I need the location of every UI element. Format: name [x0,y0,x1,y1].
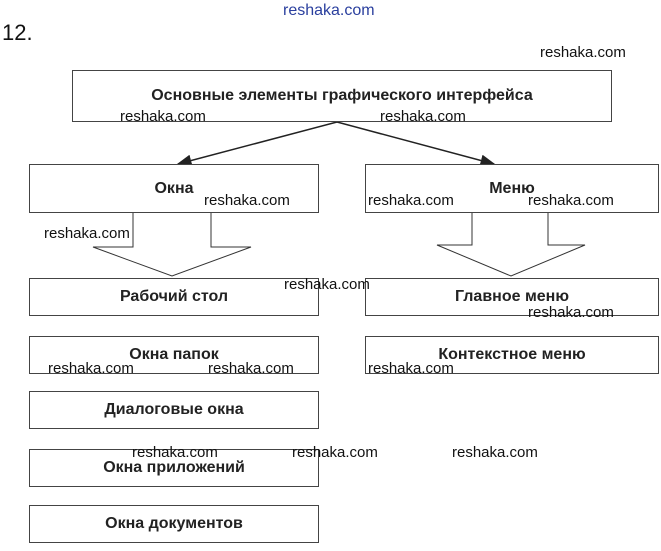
watermark: reshaka.com [132,444,218,461]
node-application-windows: Окна приложений [29,449,319,487]
watermark: reshaka.com [452,444,538,461]
watermark: reshaka.com [120,108,206,125]
node-dialog-windows: Диалоговые окна [29,391,319,429]
watermark: reshaka.com [380,108,466,125]
watermark: reshaka.com [368,192,454,209]
node-folder-windows: Окна папок [29,336,319,374]
watermark: reshaka.com [48,360,134,377]
node-main-menu: Главное меню [365,278,659,316]
arrow-to-windows [178,122,337,164]
funnel-menu [437,213,585,276]
node-windows: Окна [29,164,319,213]
watermark: reshaka.com [284,276,370,293]
watermark: reshaka.com [208,360,294,377]
root-node: Основные элементы графического интерфейса [72,70,612,122]
task-number: 12. [2,20,33,45]
funnel-windows [93,213,251,276]
watermark: reshaka.com [528,304,614,321]
watermark: reshaka.com [368,360,454,377]
node-menu: Меню [365,164,659,213]
node-context-menu: Контекстное меню [365,336,659,374]
watermark: reshaka.com [204,192,290,209]
watermark: reshaka.com [540,44,626,61]
watermark: reshaka.com [44,225,130,242]
watermark: reshaka.com [292,444,378,461]
node-desktop: Рабочий стол [29,278,319,316]
node-document-windows: Окна документов [29,505,319,543]
arrow-to-menu [337,122,494,164]
site-link[interactable]: reshaka.com [283,2,375,19]
watermark: reshaka.com [528,192,614,209]
